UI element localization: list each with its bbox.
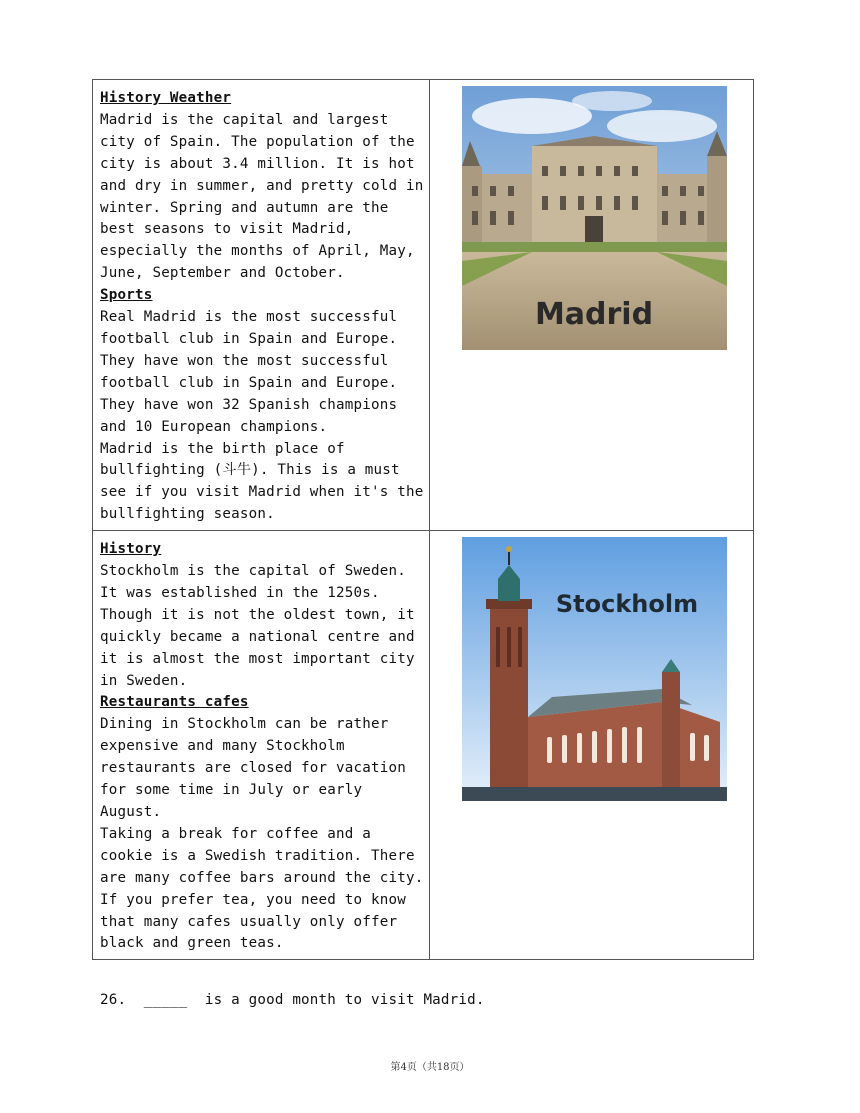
text-line: bullfighting (斗牛). This is a must — [100, 462, 400, 479]
text-line: It was established in the 1250s. — [100, 584, 380, 601]
madrid-image-label: Madrid — [535, 297, 654, 332]
text-line: city is about 3.4 million. It is hot — [100, 155, 415, 172]
text-line: August. — [100, 804, 162, 820]
text-line: expensive and many Stockholm — [100, 738, 345, 755]
text-line: for some time in July or early — [100, 782, 363, 799]
madrid-text — [93, 80, 429, 530]
text-line: it is almost the most important city — [100, 650, 415, 667]
text-line: and dry in summer, and pretty cold in — [100, 177, 424, 194]
content-table — [92, 79, 754, 960]
text-line: Though it is not the oldest town, it — [100, 606, 415, 623]
text-line: Real Madrid is the most successful — [100, 309, 398, 326]
madrid-paragraph-1 — [100, 110, 423, 285]
madrid-row — [93, 80, 754, 531]
text-line: city of Spain. The population of the — [100, 133, 415, 150]
text-line: quickly became a national centre and — [100, 628, 415, 645]
text-line: especially the months of April, May, — [100, 243, 415, 260]
text-line: in Sweden. — [100, 672, 188, 689]
stockholm-paragraph-1 — [100, 561, 423, 692]
text-line: restaurants are closed for vacation — [100, 760, 406, 777]
text-line: and 10 European champions. — [100, 418, 328, 435]
text-line: cookie is a Swedish tradition. There — [100, 847, 415, 864]
text-line: best seasons to visit Madrid, — [100, 221, 354, 238]
text-line: Madrid is the birth place of — [100, 440, 345, 457]
stockholm-city-hall-image — [462, 537, 727, 801]
madrid-heading-history-weather: History Weather — [100, 90, 232, 106]
text-line: are many coffee bars around the city. — [100, 869, 424, 886]
madrid-heading-sports: Sports — [100, 287, 153, 304]
text-line: football club in Spain and Europe. — [100, 330, 398, 347]
text-line: black and green teas. — [100, 935, 284, 952]
text-line: June, September and October. — [100, 265, 345, 282]
stockholm-text — [93, 531, 429, 959]
madrid-image-cell — [430, 80, 754, 531]
text-line: Stockholm is the capital of Sweden. — [100, 563, 406, 580]
stockholm-heading-restaurants-cafes: Restaurants cafes — [100, 694, 249, 711]
madrid-text-cell — [93, 80, 430, 531]
page-footer: 第4页（共18页） — [390, 1062, 470, 1073]
madrid-palace-image — [462, 86, 727, 350]
stockholm-row — [93, 531, 754, 960]
stockholm-image-cell — [430, 531, 754, 960]
text-line: Madrid is the capital and largest — [100, 111, 389, 128]
text-line: Dining in Stockholm can be rather — [100, 716, 389, 733]
text-line: winter. Spring and autumn are the — [100, 199, 389, 216]
stockholm-paragraph-2 — [100, 714, 423, 955]
text-line: Taking a break for coffee and a — [100, 825, 371, 842]
text-line: They have won 32 Spanish champions — [100, 396, 398, 413]
text-line: football club in Spain and Europe. — [100, 374, 398, 391]
stockholm-image-label: Stockholm — [556, 590, 699, 619]
madrid-paragraph-2 — [100, 307, 423, 526]
question-26: 26. _____ is a good month to visit Madrid. — [100, 992, 485, 1008]
text-line: that many cafes usually only offer — [100, 913, 398, 930]
text-line: If you prefer tea, you need to know — [100, 891, 406, 908]
text-line: They have won the most successful — [100, 352, 389, 369]
text-line: bullfighting season. — [100, 506, 275, 523]
text-line: see if you visit Madrid when it's the — [100, 484, 424, 501]
stockholm-text-cell — [93, 531, 430, 960]
stockholm-heading-history: History — [100, 541, 162, 558]
